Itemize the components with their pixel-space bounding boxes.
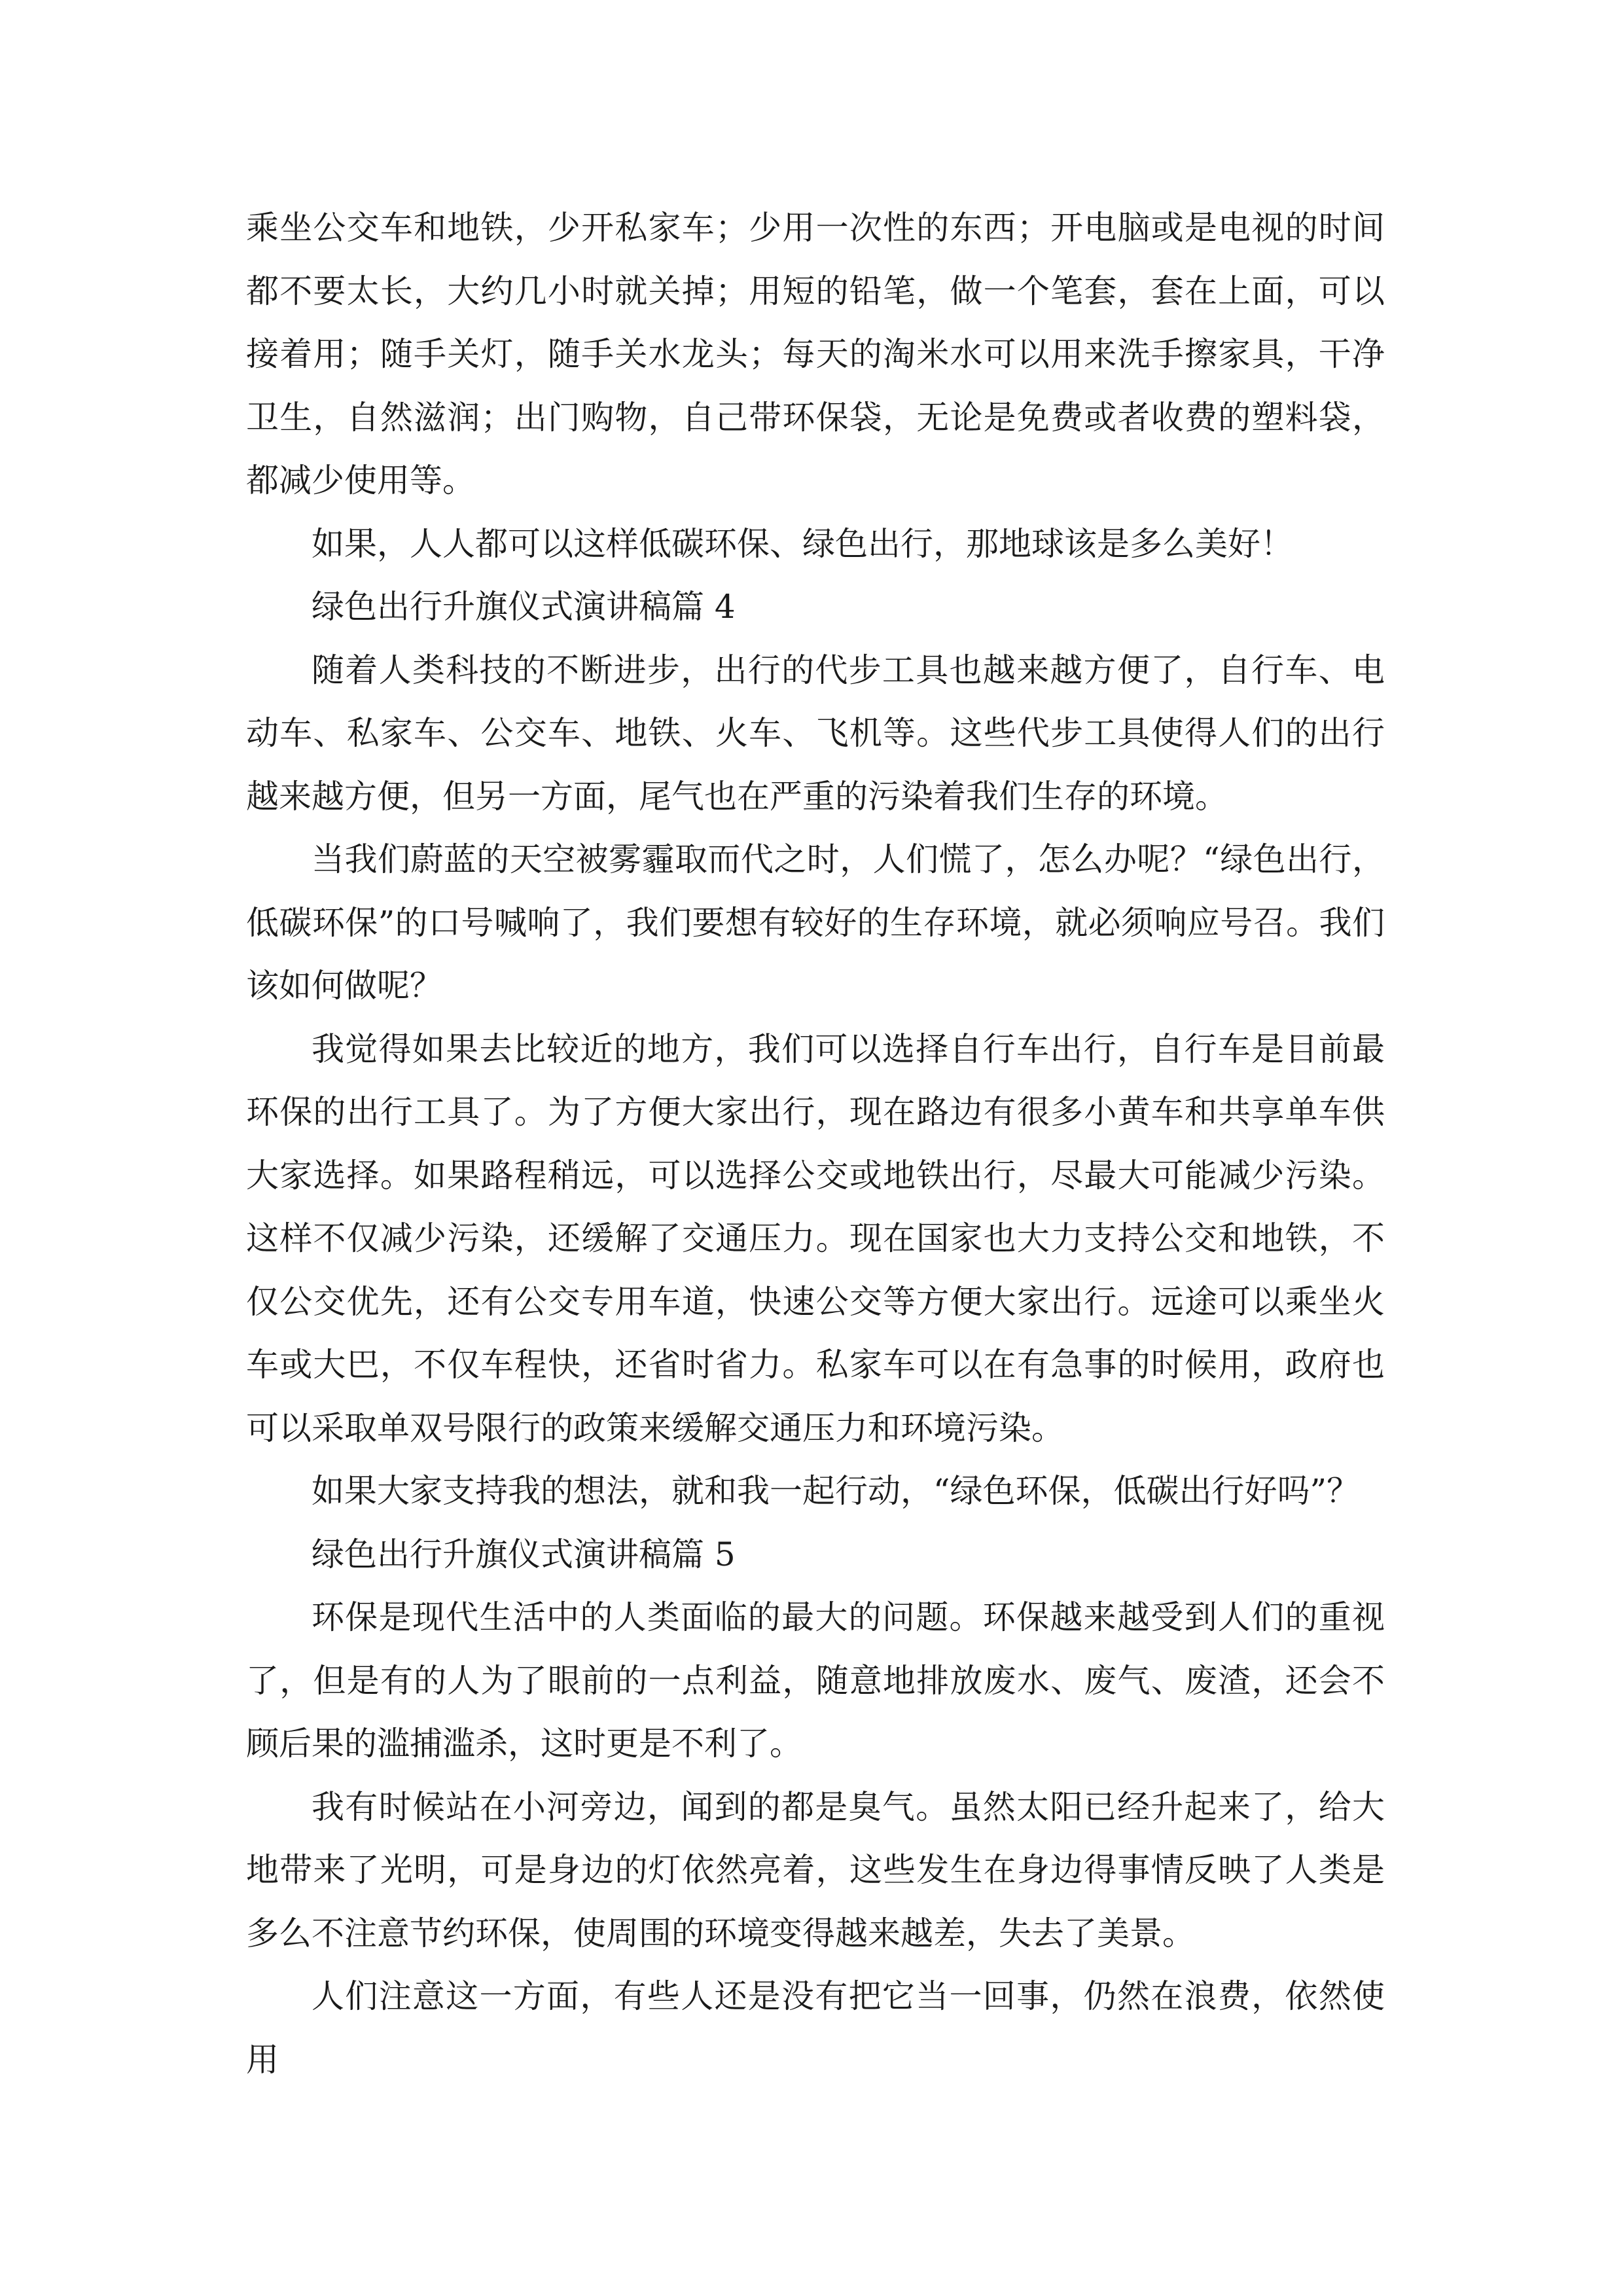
paragraph: 如果，人人都可以这样低碳环保、绿色出行，那地球该是多么美好！ [312, 524, 1293, 563]
paragraph: 人们注意这一方面，有些人还是没有把它当一回事，仍然在浪费，依然使用 [246, 1977, 1385, 2079]
paragraph: 当我们蔚蓝的天空被雾霾取而代之时，人们慌了，怎么办呢？“绿色出行，低碳环保”的口号喊响了，我们要想有较好的生存环境，就必须响应号召。我们该如何做呢？ [246, 840, 1385, 1005]
paragraph: 环保是现代生活中的人类面临的最大的问题。环保越来越受到人们的重视了，但是有的人为了眼前的一点利益，随意地排放废水、废气、废渣，还会不顾后果的滥捕滥杀，这时更是不利了。 [246, 1598, 1385, 1763]
section-heading: 绿色出行升旗仪式演讲稿篇 5 [312, 1535, 736, 1573]
paragraph: 我觉得如果去比较近的地方，我们可以选择自行车出行，自行车是目前最环保的出行工具了。为了方便大家出行，现在路边有很多小黄车和共享单车供大家选择。如果路程稍远，可以选择公交或地铁出行，尽最大可能减少污染。这样不仅减少污染，还缓解了交通压力。现在国家也大力支持公交和地铁，不仅公交优先，还有公交专用车道，快速公交等方便大家出行。远途可以乘坐火车或大巴，不仅车程快，还省时省力。私家车可以在有急事的时候用，政府也可以采取单双号限行的政策来缓解交通压力和环境污染。 [246, 1030, 1385, 1447]
section-heading: 绿色出行升旗仪式演讲稿篇 4 [312, 588, 736, 626]
document-body [246, 196, 1385, 2091]
paragraph: 如果大家支持我的想法，就和我一起行动，“绿色环保，低碳出行好吗”？ [312, 1472, 1360, 1510]
paragraph: 随着人类科技的不断进步，出行的代步工具也越来越方便了，自行车、电动车、私家车、公交车、地铁、火车、飞机等。这些代步工具使得人们的出行越来越方便，但另一方面，尾气也在严重的污染着我们生存的环境。 [246, 651, 1385, 816]
paragraph: 我有时候站在小河旁边，闻到的都是臭气。虽然太阳已经升起来了，给大地带来了光明，可是身边的灯依然亮着，这些发生在身边得事情反映了人类是多么不注意节约环保，使周围的环境变得越来越差，失去了美景。 [246, 1787, 1385, 1952]
paragraph-continued: 乘坐公交车和地铁，少开私家车；少用一次性的东西；开电脑或是电视的时间都不要太长，大约几小时就关掉；用短的铅笔，做一个笔套，套在上面，可以接着用；随手关灯，随手关水龙头；每天的淘米水可以用来洗手擦家具，干净卫生，自然滋润；出门购物，自己带环保袋，无论是免费或者收费的塑料袋，都减少使用等。 [246, 209, 1385, 499]
